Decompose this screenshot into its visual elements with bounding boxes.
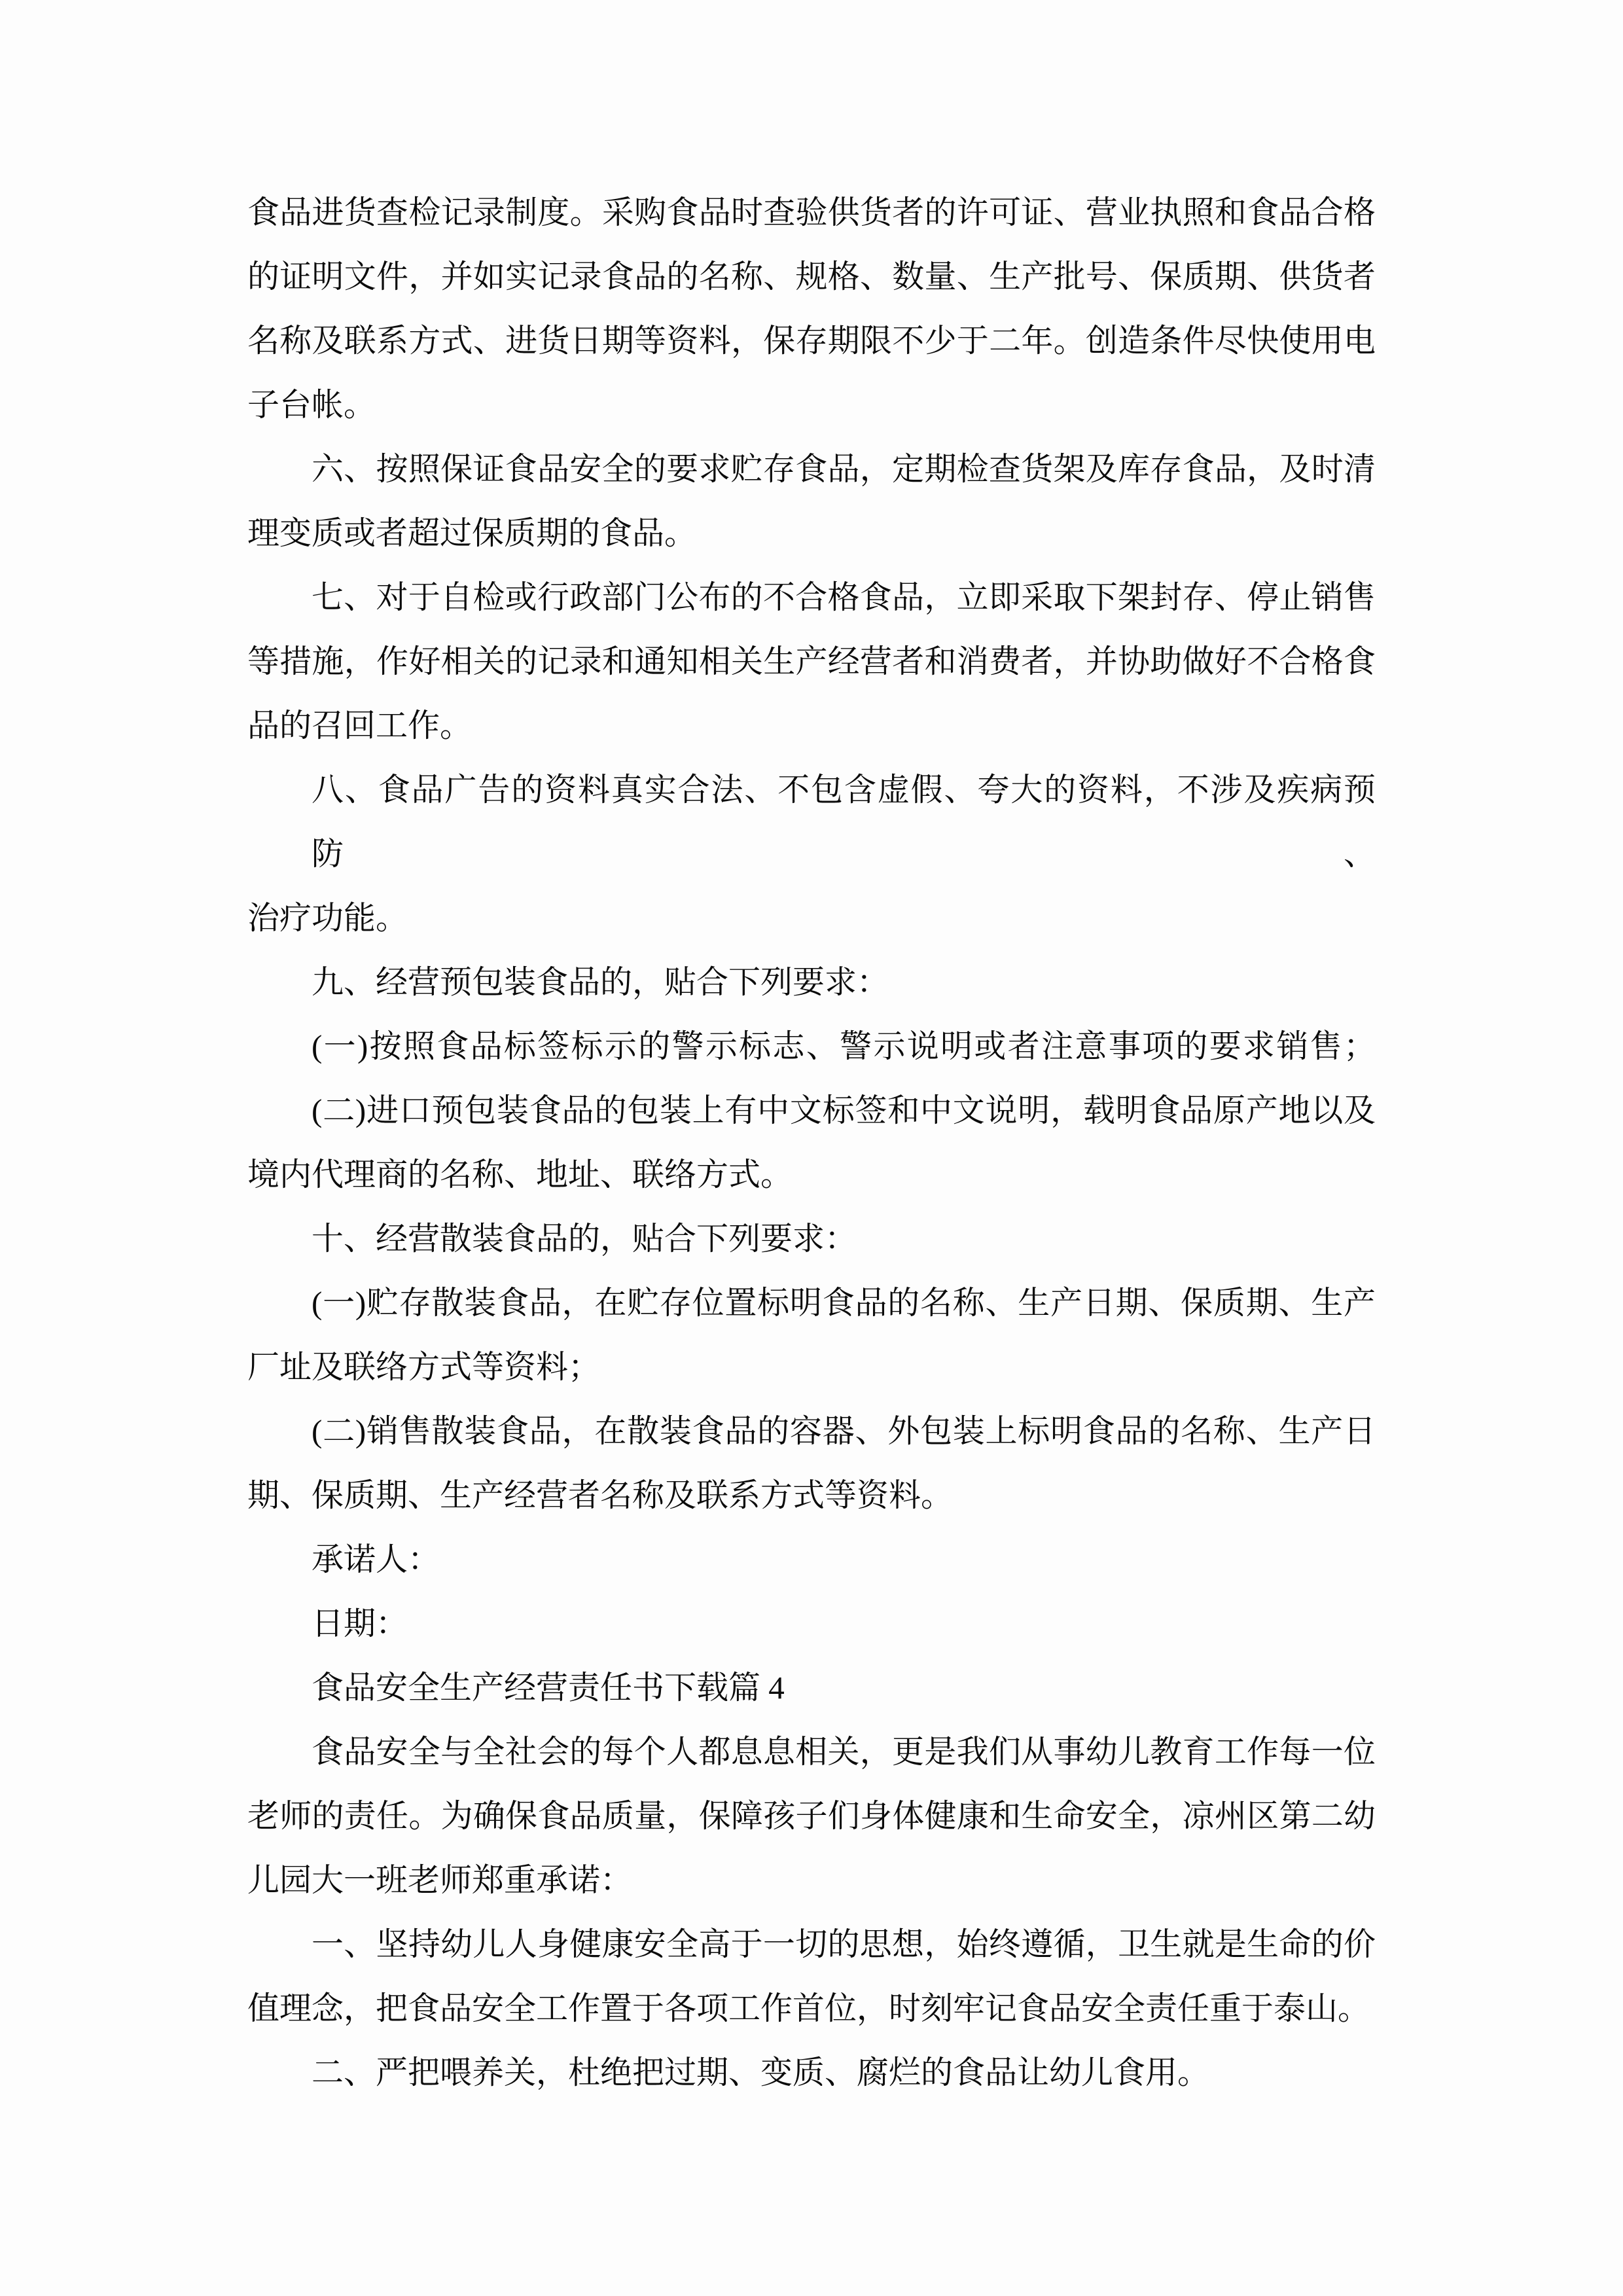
text-line: 一、坚持幼儿人身健康安全高于一切的思想，始终遵循，卫生就是生命的价: [312, 1926, 1376, 1962]
text-line: 等措施，作好相关的记录和通知相关生产经营者和消费者，并协助做好不合格食: [247, 643, 1376, 679]
text-line: 境内代理商的名称、地址、联络方式。: [247, 1157, 793, 1193]
text-line: 老师的责任。为确保食品质量，保障孩子们身体健康和生命安全，凉州区第二幼: [247, 1798, 1376, 1834]
text-line: 九、经营预包装食品的，贴合下列要求：: [312, 964, 889, 1000]
text-line: 六、按照保证食品安全的要求贮存食品，定期检查货架及库存食品，及时清: [312, 451, 1376, 487]
text-line: (一)贮存散装食品，在贮存位置标明食品的名称、生产日期、保质期、生产: [312, 1285, 1376, 1321]
text-line: (二)进口预包装食品的包装上有中文标签和中文说明，载明食品原产地以及: [312, 1092, 1376, 1128]
text-line: 日期：: [312, 1605, 408, 1641]
text-line: 儿园大一班老师郑重承诺：: [247, 1862, 633, 1898]
text-line: (一)按照食品标签标示的警示标志、警示说明或者注意事项的要求销售；: [312, 1028, 1376, 1064]
text-line: 厂址及联络方式等资料；: [247, 1349, 601, 1385]
text-line: (二)销售散装食品，在散装食品的容器、外包装上标明食品的名称、生产日: [312, 1413, 1376, 1449]
text-line: 期、保质期、生产经营者名称及联系方式等资料。: [247, 1477, 954, 1513]
text-line: 子台帐。: [247, 387, 376, 423]
text-line: 七、对于自检或行政部门公布的不合格食品，立即采取下架封存、停止销售: [312, 579, 1376, 615]
text-line: 承诺人：: [312, 1541, 440, 1577]
text-line: 二、严把喂养关，杜绝把过期、变质、腐烂的食品让幼儿食用。: [312, 2054, 1210, 2090]
text-line: 治疗功能。: [247, 900, 408, 936]
text-line: 十、经营散装食品的，贴合下列要求：: [312, 1221, 857, 1257]
text-line: 食品进货查检记录制度。采购食品时查验供货者的许可证、营业执照和食品合格: [247, 194, 1376, 230]
document-body: [247, 181, 1376, 2105]
text-line: 食品安全生产经营责任书下载篇 4: [312, 1670, 785, 1706]
text-line: 八、食品广告的资料真实合法、不包含虚假、夸大的资料，不涉及疾病预防、: [312, 772, 1376, 872]
text-line: 理变质或者超过保质期的食品。: [247, 515, 697, 551]
text-line: 值理念，把食品安全工作置于各项工作首位，时刻牢记食品安全责任重于泰山。: [247, 1990, 1370, 2026]
text-line: 食品安全与全社会的每个人都息息相关，更是我们从事幼儿教育工作每一位: [312, 1734, 1376, 1770]
text-line: 品的召回工作。: [247, 708, 473, 744]
text-line: 的证明文件，并如实记录食品的名称、规格、数量、生产批号、保质期、供货者: [247, 259, 1376, 295]
text-line: 名称及联系方式、进货日期等资料，保存期限不少于二年。创造条件尽快使用电: [247, 323, 1376, 359]
